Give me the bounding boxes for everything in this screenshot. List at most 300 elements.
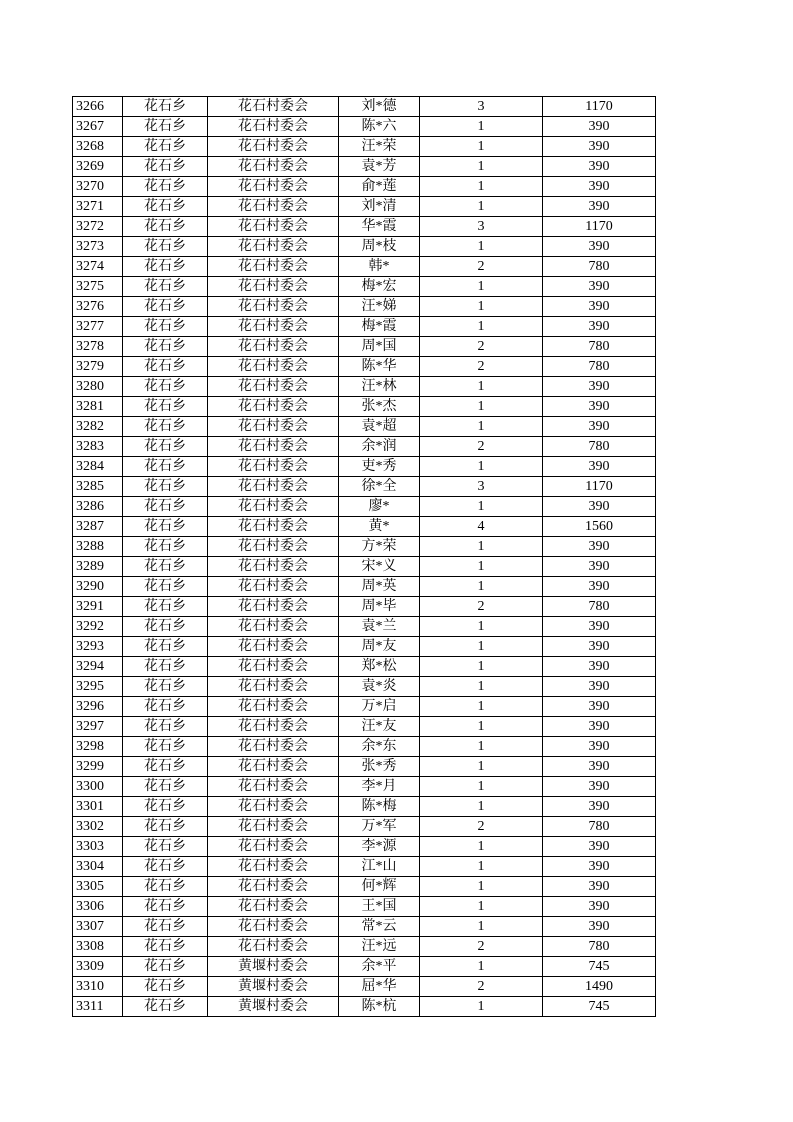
amount-cell: 780: [543, 337, 656, 357]
amount-cell: 390: [543, 857, 656, 877]
village-committee-cell: 花石村委会: [208, 277, 339, 297]
amount-cell: 390: [543, 837, 656, 857]
table-row: [73, 237, 656, 257]
name-cell: 江*山: [339, 857, 420, 877]
township-cell: 花石乡: [123, 917, 208, 937]
count-cell: 4: [420, 517, 543, 537]
township-cell: 花石乡: [123, 497, 208, 517]
count-cell: 2: [420, 337, 543, 357]
count-cell: 1: [420, 537, 543, 557]
table-row: [73, 997, 656, 1017]
row-number-cell: 3308: [73, 937, 123, 957]
township-cell: 花石乡: [123, 517, 208, 537]
amount-cell: 780: [543, 597, 656, 617]
row-number-cell: 3302: [73, 817, 123, 837]
name-cell: 刘*清: [339, 197, 420, 217]
township-cell: 花石乡: [123, 997, 208, 1017]
township-cell: 花石乡: [123, 597, 208, 617]
count-cell: 1: [420, 237, 543, 257]
name-cell: 郑*松: [339, 657, 420, 677]
table-row: [73, 477, 656, 497]
name-cell: 周*国: [339, 337, 420, 357]
name-cell: 黄*: [339, 517, 420, 537]
table-row: [73, 817, 656, 837]
name-cell: 华*霞: [339, 217, 420, 237]
township-cell: 花石乡: [123, 217, 208, 237]
table-row: [73, 197, 656, 217]
row-number-cell: 3270: [73, 177, 123, 197]
name-cell: 袁*兰: [339, 617, 420, 637]
village-committee-cell: 花石村委会: [208, 657, 339, 677]
name-cell: 万*启: [339, 697, 420, 717]
amount-cell: 390: [543, 177, 656, 197]
name-cell: 徐*全: [339, 477, 420, 497]
amount-cell: 390: [543, 737, 656, 757]
township-cell: 花石乡: [123, 577, 208, 597]
village-committee-cell: 花石村委会: [208, 417, 339, 437]
amount-cell: 390: [543, 557, 656, 577]
row-number-cell: 3301: [73, 797, 123, 817]
name-cell: 汪*林: [339, 377, 420, 397]
count-cell: 1: [420, 577, 543, 597]
township-cell: 花石乡: [123, 277, 208, 297]
table-row: [73, 697, 656, 717]
village-committee-cell: 花石村委会: [208, 697, 339, 717]
township-cell: 花石乡: [123, 857, 208, 877]
name-cell: 吏*秀: [339, 457, 420, 477]
row-number-cell: 3276: [73, 297, 123, 317]
village-committee-cell: 花石村委会: [208, 537, 339, 557]
count-cell: 2: [420, 937, 543, 957]
village-committee-cell: 花石村委会: [208, 197, 339, 217]
count-cell: 1: [420, 197, 543, 217]
township-cell: 花石乡: [123, 817, 208, 837]
township-cell: 花石乡: [123, 97, 208, 117]
township-cell: 花石乡: [123, 937, 208, 957]
amount-cell: 1560: [543, 517, 656, 537]
township-cell: 花石乡: [123, 757, 208, 777]
row-number-cell: 3289: [73, 557, 123, 577]
name-cell: 何*辉: [339, 877, 420, 897]
row-number-cell: 3306: [73, 897, 123, 917]
table-row: [73, 977, 656, 997]
count-cell: 1: [420, 557, 543, 577]
count-cell: 1: [420, 897, 543, 917]
count-cell: 1: [420, 957, 543, 977]
data-table: [72, 96, 656, 1017]
row-number-cell: 3295: [73, 677, 123, 697]
count-cell: 1: [420, 857, 543, 877]
count-cell: 1: [420, 277, 543, 297]
name-cell: 汪*远: [339, 937, 420, 957]
table-row: [73, 537, 656, 557]
township-cell: 花石乡: [123, 357, 208, 377]
row-number-cell: 3297: [73, 717, 123, 737]
count-cell: 1: [420, 677, 543, 697]
table-row: [73, 357, 656, 377]
amount-cell: 1170: [543, 477, 656, 497]
village-committee-cell: 花石村委会: [208, 217, 339, 237]
table-row: [73, 137, 656, 157]
village-committee-cell: 花石村委会: [208, 877, 339, 897]
row-number-cell: 3281: [73, 397, 123, 417]
township-cell: 花石乡: [123, 477, 208, 497]
count-cell: 1: [420, 617, 543, 637]
row-number-cell: 3277: [73, 317, 123, 337]
amount-cell: 390: [543, 457, 656, 477]
township-cell: 花石乡: [123, 337, 208, 357]
village-committee-cell: 花石村委会: [208, 317, 339, 337]
table-row: [73, 917, 656, 937]
amount-cell: 390: [543, 617, 656, 637]
name-cell: 汪*荣: [339, 137, 420, 157]
township-cell: 花石乡: [123, 897, 208, 917]
row-number-cell: 3307: [73, 917, 123, 937]
township-cell: 花石乡: [123, 297, 208, 317]
count-cell: 1: [420, 657, 543, 677]
township-cell: 花石乡: [123, 437, 208, 457]
amount-cell: 780: [543, 817, 656, 837]
count-cell: 1: [420, 157, 543, 177]
name-cell: 刘*德: [339, 97, 420, 117]
count-cell: 1: [420, 177, 543, 197]
table-row: [73, 657, 656, 677]
township-cell: 花石乡: [123, 617, 208, 637]
township-cell: 花石乡: [123, 177, 208, 197]
row-number-cell: 3290: [73, 577, 123, 597]
village-committee-cell: 花石村委会: [208, 557, 339, 577]
row-number-cell: 3310: [73, 977, 123, 997]
amount-cell: 390: [543, 577, 656, 597]
township-cell: 花石乡: [123, 157, 208, 177]
village-committee-cell: 花石村委会: [208, 257, 339, 277]
township-cell: 花石乡: [123, 957, 208, 977]
table-row: [73, 857, 656, 877]
township-cell: 花石乡: [123, 537, 208, 557]
village-committee-cell: 花石村委会: [208, 297, 339, 317]
table-row: [73, 417, 656, 437]
count-cell: 1: [420, 117, 543, 137]
name-cell: 方*荣: [339, 537, 420, 557]
table-row: [73, 737, 656, 757]
row-number-cell: 3279: [73, 357, 123, 377]
table-row: [73, 777, 656, 797]
row-number-cell: 3272: [73, 217, 123, 237]
row-number-cell: 3298: [73, 737, 123, 757]
name-cell: 韩*: [339, 257, 420, 277]
row-number-cell: 3282: [73, 417, 123, 437]
name-cell: 周*枝: [339, 237, 420, 257]
table-row: [73, 97, 656, 117]
name-cell: 梅*宏: [339, 277, 420, 297]
row-number-cell: 3285: [73, 477, 123, 497]
name-cell: 屈*华: [339, 977, 420, 997]
township-cell: 花石乡: [123, 697, 208, 717]
table-row: [73, 797, 656, 817]
township-cell: 花石乡: [123, 197, 208, 217]
amount-cell: 390: [543, 377, 656, 397]
amount-cell: 390: [543, 757, 656, 777]
township-cell: 花石乡: [123, 417, 208, 437]
village-committee-cell: 花石村委会: [208, 797, 339, 817]
row-number-cell: 3271: [73, 197, 123, 217]
amount-cell: 390: [543, 777, 656, 797]
village-committee-cell: 花石村委会: [208, 837, 339, 857]
row-number-cell: 3303: [73, 837, 123, 857]
count-cell: 3: [420, 217, 543, 237]
count-cell: 1: [420, 797, 543, 817]
amount-cell: 390: [543, 117, 656, 137]
row-number-cell: 3266: [73, 97, 123, 117]
name-cell: 张*杰: [339, 397, 420, 417]
village-committee-cell: 花石村委会: [208, 377, 339, 397]
table-body: [73, 97, 656, 1017]
count-cell: 1: [420, 137, 543, 157]
table-row: [73, 757, 656, 777]
township-cell: 花石乡: [123, 657, 208, 677]
name-cell: 陈*六: [339, 117, 420, 137]
amount-cell: 1170: [543, 217, 656, 237]
amount-cell: 390: [543, 717, 656, 737]
name-cell: 余*东: [339, 737, 420, 757]
row-number-cell: 3280: [73, 377, 123, 397]
amount-cell: 390: [543, 917, 656, 937]
village-committee-cell: 花石村委会: [208, 857, 339, 877]
row-number-cell: 3309: [73, 957, 123, 977]
name-cell: 万*军: [339, 817, 420, 837]
village-committee-cell: 花石村委会: [208, 237, 339, 257]
amount-cell: 390: [543, 497, 656, 517]
village-committee-cell: 花石村委会: [208, 517, 339, 537]
village-committee-cell: 花石村委会: [208, 757, 339, 777]
amount-cell: 390: [543, 877, 656, 897]
count-cell: 1: [420, 457, 543, 477]
table-row: [73, 257, 656, 277]
amount-cell: 390: [543, 137, 656, 157]
name-cell: 余*润: [339, 437, 420, 457]
name-cell: 常*云: [339, 917, 420, 937]
village-committee-cell: 花石村委会: [208, 117, 339, 137]
name-cell: 廖*: [339, 497, 420, 517]
name-cell: 宋*义: [339, 557, 420, 577]
name-cell: 余*平: [339, 957, 420, 977]
count-cell: 2: [420, 257, 543, 277]
name-cell: 周*友: [339, 637, 420, 657]
village-committee-cell: 花石村委会: [208, 157, 339, 177]
amount-cell: 390: [543, 197, 656, 217]
table-row: [73, 897, 656, 917]
village-committee-cell: 花石村委会: [208, 617, 339, 637]
name-cell: 李*月: [339, 777, 420, 797]
count-cell: 1: [420, 917, 543, 937]
table-row: [73, 597, 656, 617]
table-row: [73, 937, 656, 957]
township-cell: 花石乡: [123, 977, 208, 997]
row-number-cell: 3268: [73, 137, 123, 157]
township-cell: 花石乡: [123, 557, 208, 577]
count-cell: 3: [420, 477, 543, 497]
row-number-cell: 3300: [73, 777, 123, 797]
amount-cell: 1170: [543, 97, 656, 117]
table-row: [73, 457, 656, 477]
amount-cell: 745: [543, 957, 656, 977]
township-cell: 花石乡: [123, 837, 208, 857]
row-number-cell: 3288: [73, 537, 123, 557]
row-number-cell: 3283: [73, 437, 123, 457]
name-cell: 李*源: [339, 837, 420, 857]
amount-cell: 390: [543, 417, 656, 437]
amount-cell: 390: [543, 797, 656, 817]
table-row: [73, 557, 656, 577]
table-row: [73, 637, 656, 657]
village-committee-cell: 花石村委会: [208, 177, 339, 197]
village-committee-cell: 花石村委会: [208, 477, 339, 497]
amount-cell: 390: [543, 157, 656, 177]
count-cell: 2: [420, 817, 543, 837]
name-cell: 陈*梅: [339, 797, 420, 817]
table-row: [73, 277, 656, 297]
township-cell: 花石乡: [123, 637, 208, 657]
name-cell: 袁*超: [339, 417, 420, 437]
count-cell: 1: [420, 297, 543, 317]
count-cell: 1: [420, 377, 543, 397]
table-row: [73, 437, 656, 457]
row-number-cell: 3294: [73, 657, 123, 677]
township-cell: 花石乡: [123, 257, 208, 277]
village-committee-cell: 花石村委会: [208, 897, 339, 917]
village-committee-cell: 花石村委会: [208, 577, 339, 597]
village-committee-cell: 花石村委会: [208, 97, 339, 117]
village-committee-cell: 花石村委会: [208, 677, 339, 697]
row-number-cell: 3286: [73, 497, 123, 517]
name-cell: 王*国: [339, 897, 420, 917]
table-row: [73, 517, 656, 537]
row-number-cell: 3278: [73, 337, 123, 357]
amount-cell: 390: [543, 657, 656, 677]
name-cell: 汪*娣: [339, 297, 420, 317]
amount-cell: 390: [543, 397, 656, 417]
amount-cell: 390: [543, 297, 656, 317]
village-committee-cell: 花石村委会: [208, 917, 339, 937]
name-cell: 周*英: [339, 577, 420, 597]
name-cell: 俞*莲: [339, 177, 420, 197]
count-cell: 1: [420, 757, 543, 777]
amount-cell: 390: [543, 677, 656, 697]
village-committee-cell: 花石村委会: [208, 637, 339, 657]
row-number-cell: 3273: [73, 237, 123, 257]
count-cell: 1: [420, 697, 543, 717]
table-row: [73, 577, 656, 597]
amount-cell: 780: [543, 937, 656, 957]
count-cell: 1: [420, 637, 543, 657]
amount-cell: 780: [543, 257, 656, 277]
row-number-cell: 3292: [73, 617, 123, 637]
village-committee-cell: 黄堰村委会: [208, 997, 339, 1017]
row-number-cell: 3311: [73, 997, 123, 1017]
row-number-cell: 3296: [73, 697, 123, 717]
village-committee-cell: 花石村委会: [208, 137, 339, 157]
amount-cell: 390: [543, 277, 656, 297]
township-cell: 花石乡: [123, 237, 208, 257]
village-committee-cell: 黄堰村委会: [208, 957, 339, 977]
table-row: [73, 837, 656, 857]
village-committee-cell: 花石村委会: [208, 337, 339, 357]
count-cell: 2: [420, 357, 543, 377]
count-cell: 1: [420, 837, 543, 857]
table-row: [73, 717, 656, 737]
township-cell: 花石乡: [123, 377, 208, 397]
township-cell: 花石乡: [123, 117, 208, 137]
village-committee-cell: 花石村委会: [208, 457, 339, 477]
count-cell: 2: [420, 597, 543, 617]
count-cell: 1: [420, 417, 543, 437]
table-row: [73, 957, 656, 977]
row-number-cell: 3304: [73, 857, 123, 877]
amount-cell: 390: [543, 537, 656, 557]
table-row: [73, 297, 656, 317]
township-cell: 花石乡: [123, 737, 208, 757]
village-committee-cell: 花石村委会: [208, 717, 339, 737]
row-number-cell: 3305: [73, 877, 123, 897]
amount-cell: 780: [543, 437, 656, 457]
row-number-cell: 3267: [73, 117, 123, 137]
table-row: [73, 497, 656, 517]
table-row: [73, 617, 656, 637]
row-number-cell: 3293: [73, 637, 123, 657]
amount-cell: 390: [543, 317, 656, 337]
count-cell: 1: [420, 497, 543, 517]
count-cell: 1: [420, 877, 543, 897]
name-cell: 陈*杭: [339, 997, 420, 1017]
name-cell: 汪*友: [339, 717, 420, 737]
village-committee-cell: 黄堰村委会: [208, 977, 339, 997]
table-row: [73, 177, 656, 197]
township-cell: 花石乡: [123, 677, 208, 697]
row-number-cell: 3287: [73, 517, 123, 537]
village-committee-cell: 花石村委会: [208, 597, 339, 617]
name-cell: 周*毕: [339, 597, 420, 617]
village-committee-cell: 花石村委会: [208, 737, 339, 757]
table-row: [73, 397, 656, 417]
table-row: [73, 677, 656, 697]
count-cell: 1: [420, 317, 543, 337]
township-cell: 花石乡: [123, 717, 208, 737]
amount-cell: 390: [543, 897, 656, 917]
township-cell: 花石乡: [123, 137, 208, 157]
village-committee-cell: 花石村委会: [208, 397, 339, 417]
count-cell: 1: [420, 397, 543, 417]
count-cell: 2: [420, 437, 543, 457]
name-cell: 袁*芳: [339, 157, 420, 177]
name-cell: 陈*华: [339, 357, 420, 377]
table-row: [73, 317, 656, 337]
township-cell: 花石乡: [123, 317, 208, 337]
village-committee-cell: 花石村委会: [208, 937, 339, 957]
count-cell: 1: [420, 717, 543, 737]
count-cell: 1: [420, 777, 543, 797]
row-number-cell: 3299: [73, 757, 123, 777]
village-committee-cell: 花石村委会: [208, 437, 339, 457]
village-committee-cell: 花石村委会: [208, 357, 339, 377]
name-cell: 张*秀: [339, 757, 420, 777]
amount-cell: 390: [543, 237, 656, 257]
amount-cell: 390: [543, 637, 656, 657]
count-cell: 1: [420, 997, 543, 1017]
name-cell: 袁*炎: [339, 677, 420, 697]
village-committee-cell: 花石村委会: [208, 777, 339, 797]
township-cell: 花石乡: [123, 397, 208, 417]
amount-cell: 1490: [543, 977, 656, 997]
